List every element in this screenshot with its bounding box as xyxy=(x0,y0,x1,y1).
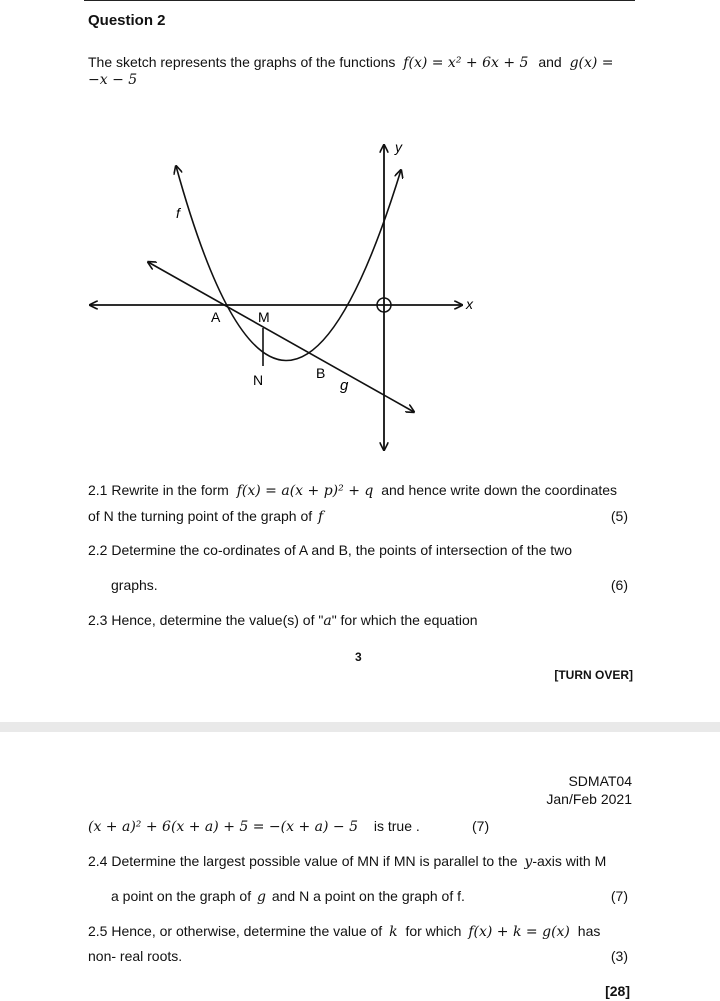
q2-5-expr: f(x) + k = g(x) xyxy=(468,924,570,940)
q2-1-prefix: 2.1 Rewrite in the form xyxy=(88,482,229,498)
q2-2-line-2: graphs. xyxy=(111,577,158,593)
label-b: B xyxy=(316,365,326,381)
page-2 xyxy=(0,732,720,1001)
q2-5-k: k xyxy=(389,924,398,940)
equation-line xyxy=(88,818,420,835)
label-a: A xyxy=(211,309,221,325)
q2-5-marks: (3) xyxy=(610,948,628,964)
question-title: Question 2 xyxy=(88,12,166,29)
q2-4-line2-b: and N a point on the graph of f. xyxy=(271,888,465,904)
q2-5-for: for which xyxy=(405,923,462,939)
q2-4-suffix: -axis with M xyxy=(532,853,607,869)
q2-1-line-2 xyxy=(88,508,323,525)
paper-date: Jan/Feb 2021 xyxy=(546,791,632,807)
q2-4-line2-a: a point on the graph of xyxy=(111,888,252,904)
q2-3-a: a xyxy=(323,613,332,629)
page-number: 3 xyxy=(355,650,362,664)
page-gap xyxy=(0,722,720,732)
label-y: y xyxy=(395,139,402,155)
q2-1-line-1 xyxy=(88,482,617,499)
intro-text: The sketch represents the graphs of the functions xyxy=(88,54,396,70)
line-g xyxy=(148,262,414,412)
q2-5-line-1 xyxy=(88,923,600,940)
q2-1-f: f xyxy=(318,509,324,525)
q2-3-suffix: " for which the equation xyxy=(331,612,478,628)
g-definition-end: −x − 5 xyxy=(88,72,138,88)
q2-5-prefix: 2.5 Hence, or otherwise, determine the value of xyxy=(88,923,383,939)
q2-2-marks: (6) xyxy=(610,577,628,593)
label-n: N xyxy=(253,372,264,388)
equation: (x + a)² + 6(x + a) + 5 = −(x + a) − 5 xyxy=(88,819,358,835)
q2-4-line-2 xyxy=(111,888,465,905)
and-word: and xyxy=(538,54,562,70)
q2-1-line2-prefix: of N the turning point of the graph of xyxy=(88,508,313,524)
q2-3-line xyxy=(88,612,478,629)
f-definition: f(x) = x² + 6x + 5 xyxy=(403,55,529,71)
g-definition-start: g(x) = xyxy=(569,55,614,71)
function-sketch xyxy=(0,0,720,470)
label-f: f xyxy=(176,205,180,221)
q2-1-form: f(x) = a(x + p)² + q xyxy=(236,483,374,499)
label-m: M xyxy=(258,309,270,325)
parabola-f xyxy=(176,166,401,361)
label-g: g xyxy=(340,377,349,394)
q2-5-line-2: non- real roots. xyxy=(88,948,183,964)
q2-4-axis: y xyxy=(524,854,533,870)
q2-2-line-1: 2.2 Determine the co-ordinates of A and B, the points of intersection of the two xyxy=(88,542,573,558)
q2-4-line-1 xyxy=(88,853,606,870)
q2-1-marks: (5) xyxy=(610,508,628,524)
label-x: x xyxy=(466,296,473,312)
q2-3-prefix: 2.3 Hence, determine the value(s) of " xyxy=(88,612,324,628)
paper-code: SDMAT04 xyxy=(568,773,632,789)
is-true: is true . xyxy=(373,818,420,834)
turn-over: [TURN OVER] xyxy=(554,668,633,682)
q2-4-marks: (7) xyxy=(610,888,628,904)
q2-5-has: has xyxy=(577,923,601,939)
total-marks: [28] xyxy=(605,983,630,999)
q2-4-prefix: 2.4 Determine the largest possible value of MN if MN is parallel to the xyxy=(88,853,518,869)
q2-1-suffix: and hence write down the coordinates xyxy=(381,482,618,498)
q2-4-g: g xyxy=(257,889,266,905)
equation-marks: (7) xyxy=(472,818,490,834)
